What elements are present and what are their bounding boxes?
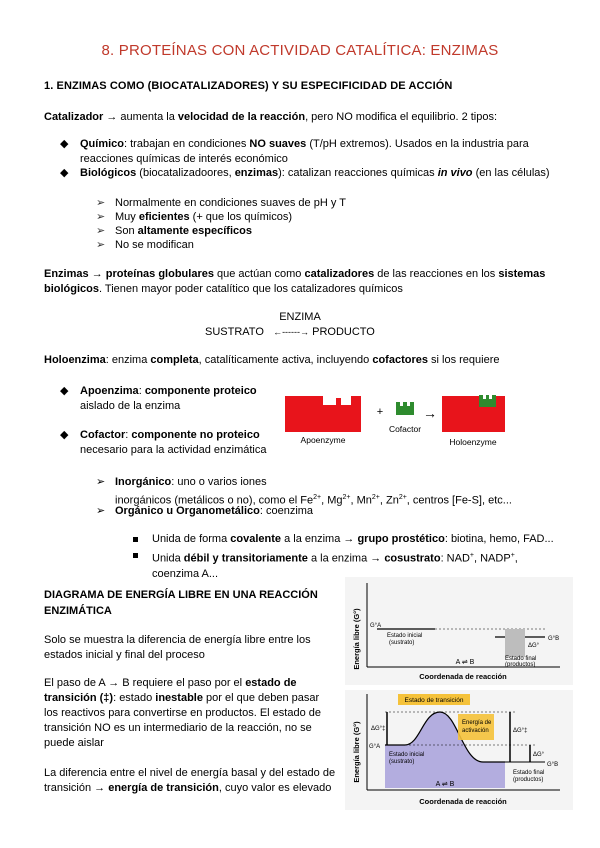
apoenzima-item: Apoenzima: componente proteico aislado de la enzima xyxy=(80,385,257,412)
holoenzyme-cofactor-shape xyxy=(479,395,496,407)
chart2-dg1-label: ΔG°‡ xyxy=(371,726,386,732)
sub-item: Son altamente específicos xyxy=(115,225,252,237)
holoenzyme-label: Holoenzyme xyxy=(449,437,497,447)
arrow-bullet-icon: ➢ xyxy=(96,225,106,237)
diamond-bullet-icon: ◆ xyxy=(60,167,69,179)
chart2-initial-label-2: (sustrato) xyxy=(389,759,415,765)
square-bullet-icon xyxy=(133,537,138,542)
chart2-ga-label: G°A xyxy=(369,744,381,750)
catalizador-paragraph: Catalizador → aumenta la velocidad de la reacción, pero NO modifica el equilibrio. 2 tipos: xyxy=(44,111,498,123)
arrow-bullet-icon: ➢ xyxy=(96,505,106,517)
figure-arrow-icon: → xyxy=(423,405,437,421)
cofactor-label: Cofactor xyxy=(388,424,422,434)
reaction-equation: SUSTRATO ←------→ PRODUCTO xyxy=(205,326,375,338)
enzyme-figure xyxy=(283,382,518,462)
energy-paragraph-1: Solo se muestra la diferencia de energía libre entre los estados inicial y final del proceso xyxy=(44,634,311,661)
plus-sign: + xyxy=(376,406,384,418)
cofactor-item: Cofactor: componente no proteico necesario para la actividad enzimática xyxy=(80,429,267,456)
energy-diagram-2 xyxy=(345,690,573,810)
chart2-final-label-2: (productos) xyxy=(513,777,544,783)
sub-item: Normalmente en condiciones suaves de pH y T xyxy=(115,197,346,209)
chart2-activation-label-2: activación xyxy=(462,728,489,734)
chart1-ga-label: G°A xyxy=(370,623,382,629)
page-title: 8. PROTEÍNAS CON ACTIVIDAD CATALÍTICA: ENZIMAS xyxy=(101,42,499,59)
section-heading: 1. ENZIMAS COMO (BIOCATALIZADORES) Y SU ESPECIFICIDAD DE ACCIÓN xyxy=(44,80,453,92)
apoenzyme-label: Apoenzyme xyxy=(300,435,346,445)
quimico-item: Químico: trabajan en condiciones NO suaves (T/pH extremos). Usados en la industria para reacciones químicas de interés económico xyxy=(80,138,529,165)
chart1-initial-label: Estado inicial xyxy=(387,633,423,639)
diamond-bullet-icon: ◆ xyxy=(60,385,69,397)
chart2-transition-label: Estado de transición xyxy=(404,697,464,704)
enzimas-paragraph: Enzimas → proteínas globulares que actúan como catalizadores de las reacciones en los sistemas biológicos. Tienen mayor poder catalítico que los catalizadores químicos xyxy=(44,268,546,295)
energy-diagram-heading: DIAGRAMA DE ENERGÍA LIBRE EN UNA REACCIÓN ENZIMÁTICA xyxy=(44,589,318,617)
cofactor-shape xyxy=(396,402,414,415)
sub-item: Muy eficientes (+ que los químicos) xyxy=(115,211,292,223)
chart2-xlabel: Coordenada de reacción xyxy=(419,797,507,806)
chart2-dg2-label: ΔG°‡ xyxy=(513,728,528,734)
energy-paragraph-3: La diferencia entre el nivel de energía basal y del estado de transición → energía de transición, cuyo valor es elevado xyxy=(44,767,336,794)
energy-diagram-1 xyxy=(345,577,573,685)
chart1-final-label: Estado final xyxy=(505,656,537,662)
chart1-background xyxy=(345,577,573,685)
chart1-initial-label-2: (sustrato) xyxy=(389,640,415,646)
arrow-bullet-icon: ➢ xyxy=(96,211,106,223)
diamond-bullet-icon: ◆ xyxy=(60,429,69,441)
diamond-bullet-icon: ◆ xyxy=(60,138,69,150)
chart1-dg-label: ΔG° xyxy=(528,643,540,649)
chart2-initial-label: Estado inicial xyxy=(389,752,425,758)
chart2-ylabel: Energía libre (G°) xyxy=(352,721,361,783)
biologicos-item: Biológicos (biocatalizadoores, enzimas): catalizan reacciones químicas in vivo (en las células) xyxy=(80,167,550,179)
unida-debil-item: Unida débil y transitoriamente a la enzima → cosustrato: NAD+, NADP+, coenzima A... xyxy=(152,552,518,580)
holoenzima-paragraph: Holoenzima: enzima completa, catalíticamente activa, incluyendo cofactores si los requiere xyxy=(44,354,500,366)
chart2-activation-label: Energía de xyxy=(462,720,492,726)
chart1-reaction-label: A ⇌ B xyxy=(455,659,475,666)
arrow-bullet-icon: ➢ xyxy=(96,476,106,488)
energy-paragraph-2: El paso de A → B requiere el paso por el estado de transición (‡): estado inestable por el que deben pasar los reactivos para convertirse en productos. El estado de transición NO es un intermediario de la reacción, no se puede aislar xyxy=(44,677,321,749)
chart1-delta-bar xyxy=(505,629,525,657)
apoenzyme-shape xyxy=(285,396,361,432)
chart1-xlabel: Coordenada de reacción xyxy=(419,672,507,681)
chart1-gb-label: G°B xyxy=(548,636,560,642)
chart2-activation-box xyxy=(458,714,494,740)
chart1-final-label-2: (productos) xyxy=(505,662,536,668)
reaction-enzyme-label: ENZIMA xyxy=(279,311,321,323)
chart1-ylabel: Energía libre (G°) xyxy=(352,608,361,670)
inorganico-item: Inorgánico: uno o varios iones inorgánicos (metálicos o no), como el $Fe^{2+}$, $Mg^{2+}$, $Mn^{2+}$, $Zn^{2+}$, centros [Fe-S], etc... xyxy=(115,476,512,507)
square-bullet-icon xyxy=(133,553,138,558)
arrow-bullet-icon: ➢ xyxy=(96,197,106,209)
sub-item: No se modifican xyxy=(115,239,194,251)
chart2-reaction-label: A ⇌ B xyxy=(435,781,455,788)
chart2-final-label: Estado final xyxy=(513,770,545,776)
chart2-dg3-label: ΔG° xyxy=(533,752,545,758)
unida-covalente-item: Unida de forma covalente a la enzima → grupo prostético: biotina, hemo, FAD... xyxy=(152,533,554,545)
organico-item: Orgánico u Organometálico: coenzima xyxy=(115,505,314,517)
arrow-bullet-icon: ➢ xyxy=(96,239,106,251)
chart2-gb-label: G°B xyxy=(547,762,559,768)
